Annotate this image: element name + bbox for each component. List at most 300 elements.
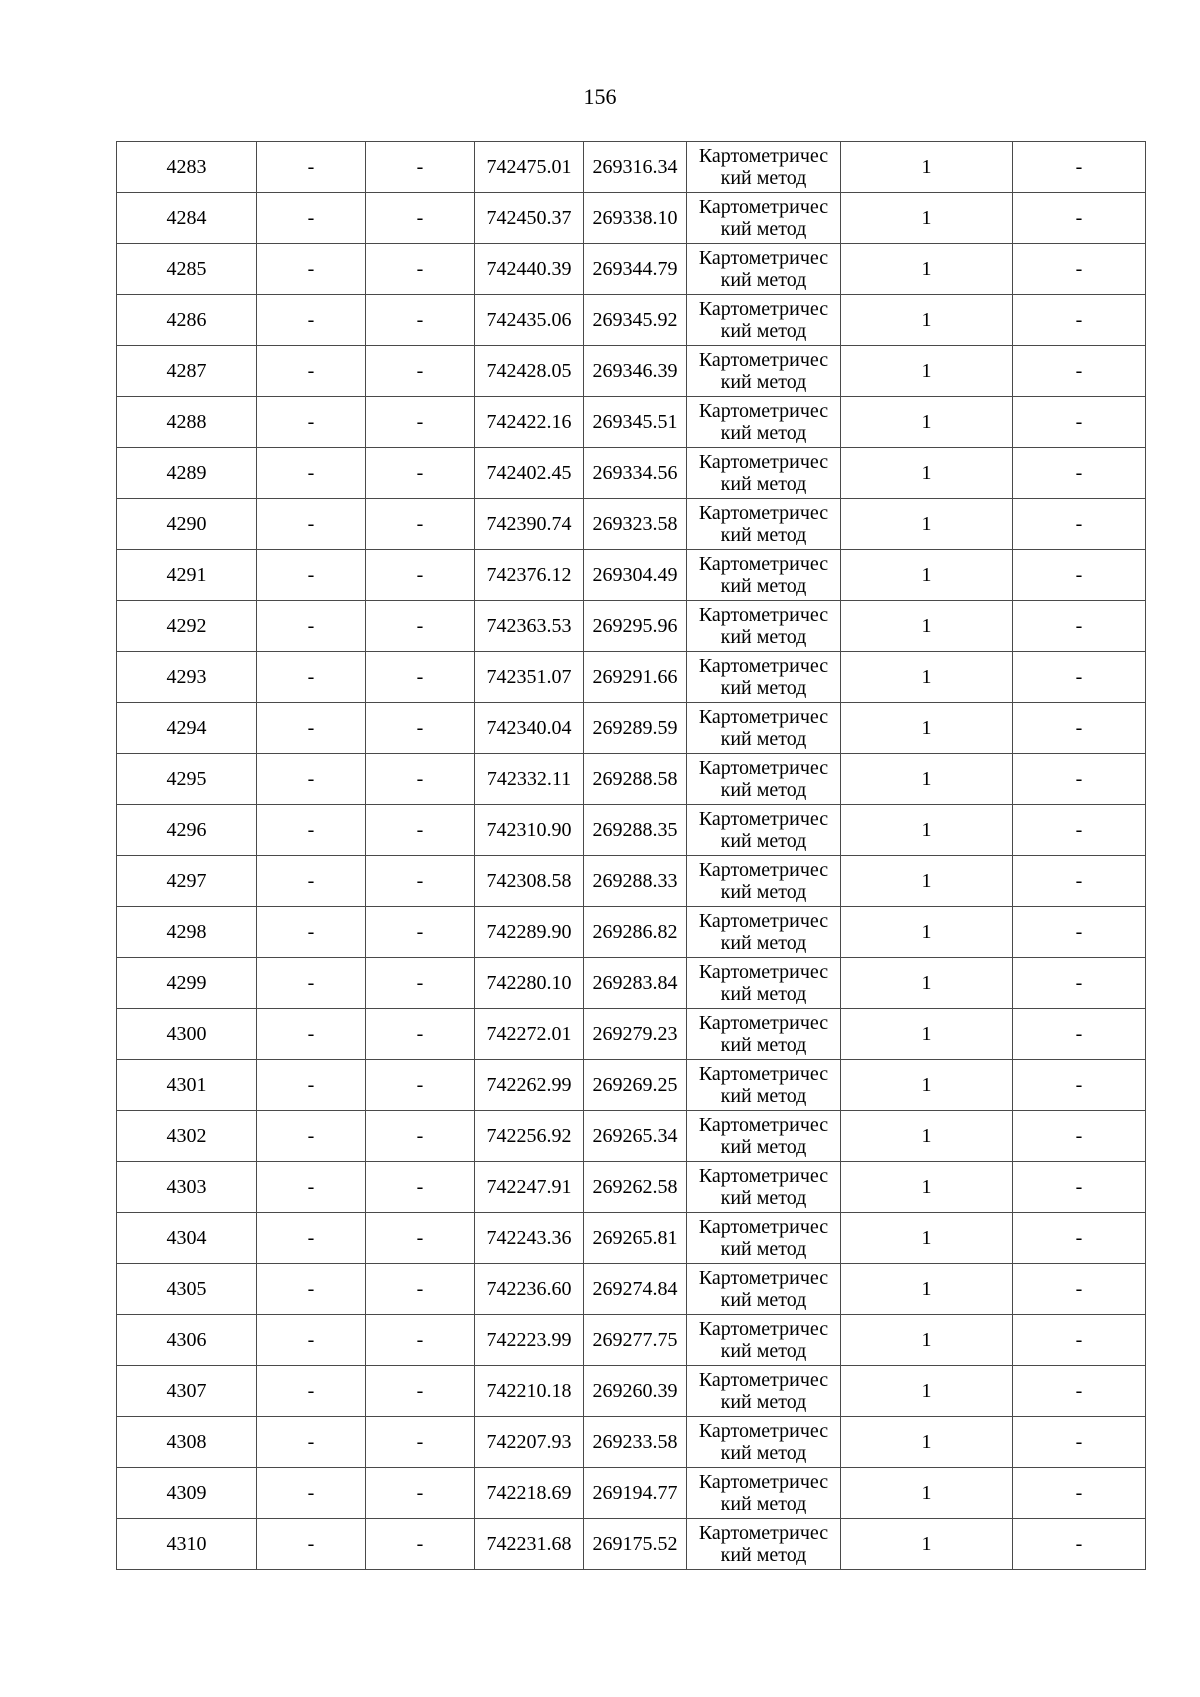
method-text-line2: кий метод [720, 371, 807, 393]
note-cell: - [1013, 1315, 1146, 1366]
method-text-line1: Картометричес [698, 1318, 829, 1340]
method-cell [687, 142, 841, 193]
method-cell [687, 448, 841, 499]
y-coordinate-cell: 269345.92 [584, 295, 687, 346]
accuracy-cell: 1 [841, 397, 1013, 448]
method-text-line2: кий метод [720, 1187, 807, 1209]
point-number-cell: 4292 [117, 601, 257, 652]
x-coordinate-cell: 742351.07 [475, 652, 584, 703]
accuracy-cell: 1 [841, 1417, 1013, 1468]
method-text-line1: Картометричес [698, 1012, 829, 1034]
x-coordinate-cell: 742210.18 [475, 1366, 584, 1417]
point-number-cell: 4306 [117, 1315, 257, 1366]
dash-cell: - [257, 244, 366, 295]
x-coordinate-cell: 742475.01 [475, 142, 584, 193]
note-cell: - [1013, 244, 1146, 295]
dash-cell: - [257, 652, 366, 703]
x-coordinate-cell: 742272.01 [475, 1009, 584, 1060]
point-number-cell: 4291 [117, 550, 257, 601]
x-coordinate-cell: 742440.39 [475, 244, 584, 295]
method-text-line1: Картометричес [698, 706, 829, 728]
method-text-line1: Картометричес [698, 1369, 829, 1391]
method-text-line2: кий метод [720, 677, 807, 699]
table-row [117, 295, 1146, 346]
dash-cell: - [366, 601, 475, 652]
y-coordinate-cell: 269304.49 [584, 550, 687, 601]
method-text-line2: кий метод [720, 626, 807, 648]
note-cell: - [1013, 1417, 1146, 1468]
method-text-line2: кий метод [720, 1391, 807, 1413]
method-text-line1: Картометричес [698, 655, 829, 677]
table-row [117, 1264, 1146, 1315]
dash-cell: - [257, 499, 366, 550]
note-cell: - [1013, 448, 1146, 499]
y-coordinate-cell: 269283.84 [584, 958, 687, 1009]
dash-cell: - [366, 142, 475, 193]
point-number-cell: 4309 [117, 1468, 257, 1519]
page-number: 156 [583, 84, 617, 109]
method-text-line2: кий метод [720, 473, 807, 495]
method-text-line2: кий метод [720, 932, 807, 954]
method-text-line2: кий метод [720, 1034, 807, 1056]
table-row [117, 1213, 1146, 1264]
method-text-line1: Картометричес [698, 1114, 829, 1136]
x-coordinate-cell: 742450.37 [475, 193, 584, 244]
dash-cell: - [257, 805, 366, 856]
dash-cell: - [257, 1366, 366, 1417]
x-coordinate-cell: 742402.45 [475, 448, 584, 499]
y-coordinate-cell: 269233.58 [584, 1417, 687, 1468]
y-coordinate-cell: 269279.23 [584, 1009, 687, 1060]
method-text-line2: кий метод [720, 728, 807, 750]
method-text-line1: Картометричес [698, 298, 829, 320]
table-row [117, 754, 1146, 805]
note-cell: - [1013, 550, 1146, 601]
dash-cell: - [257, 754, 366, 805]
point-number-cell: 4301 [117, 1060, 257, 1111]
method-cell [687, 1468, 841, 1519]
point-number-cell: 4295 [117, 754, 257, 805]
dash-cell: - [366, 652, 475, 703]
accuracy-cell: 1 [841, 1060, 1013, 1111]
note-cell: - [1013, 907, 1146, 958]
dash-cell: - [366, 1009, 475, 1060]
y-coordinate-cell: 269175.52 [584, 1519, 687, 1570]
y-coordinate-cell: 269269.25 [584, 1060, 687, 1111]
point-number-cell: 4304 [117, 1213, 257, 1264]
method-cell [687, 703, 841, 754]
table-row [117, 805, 1146, 856]
note-cell: - [1013, 1264, 1146, 1315]
note-cell: - [1013, 499, 1146, 550]
accuracy-cell: 1 [841, 703, 1013, 754]
dash-cell: - [366, 499, 475, 550]
method-cell [687, 346, 841, 397]
method-text-line1: Картометричес [698, 349, 829, 371]
method-text-line2: кий метод [720, 983, 807, 1005]
dash-cell: - [257, 907, 366, 958]
method-text-line2: кий метод [720, 779, 807, 801]
accuracy-cell: 1 [841, 1468, 1013, 1519]
note-cell: - [1013, 1009, 1146, 1060]
accuracy-cell: 1 [841, 550, 1013, 601]
y-coordinate-cell: 269274.84 [584, 1264, 687, 1315]
table-row [117, 1162, 1146, 1213]
dash-cell: - [366, 448, 475, 499]
accuracy-cell: 1 [841, 1162, 1013, 1213]
note-cell: - [1013, 1519, 1146, 1570]
dash-cell: - [257, 1519, 366, 1570]
dash-cell: - [257, 1060, 366, 1111]
y-coordinate-cell: 269344.79 [584, 244, 687, 295]
y-coordinate-cell: 269334.56 [584, 448, 687, 499]
dash-cell: - [366, 754, 475, 805]
x-coordinate-cell: 742262.99 [475, 1060, 584, 1111]
dash-cell: - [257, 142, 366, 193]
point-number-cell: 4303 [117, 1162, 257, 1213]
accuracy-cell: 1 [841, 142, 1013, 193]
method-text-line2: кий метод [720, 830, 807, 852]
note-cell: - [1013, 346, 1146, 397]
method-cell [687, 1519, 841, 1570]
point-number-cell: 4307 [117, 1366, 257, 1417]
point-number-cell: 4286 [117, 295, 257, 346]
dash-cell: - [366, 1468, 475, 1519]
table-row [117, 193, 1146, 244]
method-cell [687, 652, 841, 703]
method-text-line1: Картометричес [698, 1165, 829, 1187]
point-number-cell: 4289 [117, 448, 257, 499]
dash-cell: - [257, 1111, 366, 1162]
dash-cell: - [257, 346, 366, 397]
x-coordinate-cell: 742247.91 [475, 1162, 584, 1213]
method-text-line1: Картометричес [698, 1267, 829, 1289]
x-coordinate-cell: 742289.90 [475, 907, 584, 958]
method-cell [687, 1162, 841, 1213]
table-row [117, 397, 1146, 448]
method-text-line2: кий метод [720, 320, 807, 342]
y-coordinate-cell: 269260.39 [584, 1366, 687, 1417]
point-number-cell: 4294 [117, 703, 257, 754]
method-text-line2: кий метод [720, 1340, 807, 1362]
y-coordinate-cell: 269288.35 [584, 805, 687, 856]
y-coordinate-cell: 269194.77 [584, 1468, 687, 1519]
y-coordinate-cell: 269286.82 [584, 907, 687, 958]
table-row [117, 601, 1146, 652]
dash-cell: - [257, 193, 366, 244]
accuracy-cell: 1 [841, 907, 1013, 958]
x-coordinate-cell: 742428.05 [475, 346, 584, 397]
dash-cell: - [257, 1417, 366, 1468]
note-cell: - [1013, 1111, 1146, 1162]
table-row [117, 1366, 1146, 1417]
point-number-cell: 4284 [117, 193, 257, 244]
dash-cell: - [366, 550, 475, 601]
dash-cell: - [257, 1264, 366, 1315]
accuracy-cell: 1 [841, 244, 1013, 295]
method-cell [687, 193, 841, 244]
method-text-line1: Картометричес [698, 1216, 829, 1238]
method-cell [687, 754, 841, 805]
method-text-line2: кий метод [720, 881, 807, 903]
dash-cell: - [366, 1111, 475, 1162]
note-cell: - [1013, 601, 1146, 652]
coordinates-table [116, 141, 1146, 1570]
table-row [117, 1315, 1146, 1366]
method-text-line2: кий метод [720, 1289, 807, 1311]
table-row [117, 142, 1146, 193]
dash-cell: - [366, 1060, 475, 1111]
method-cell [687, 295, 841, 346]
table-row [117, 856, 1146, 907]
dash-cell: - [257, 856, 366, 907]
method-text-line1: Картометричес [698, 1471, 829, 1493]
note-cell: - [1013, 805, 1146, 856]
accuracy-cell: 1 [841, 1315, 1013, 1366]
method-text-line1: Картометричес [698, 553, 829, 575]
table-row [117, 1009, 1146, 1060]
method-text-line2: кий метод [720, 422, 807, 444]
dash-cell: - [366, 1162, 475, 1213]
method-text-line1: Картометричес [698, 910, 829, 932]
method-text-line2: кий метод [720, 269, 807, 291]
accuracy-cell: 1 [841, 1213, 1013, 1264]
table-row [117, 907, 1146, 958]
method-text-line1: Картометричес [698, 604, 829, 626]
method-cell [687, 1417, 841, 1468]
dash-cell: - [257, 703, 366, 754]
dash-cell: - [366, 1519, 475, 1570]
method-cell [687, 499, 841, 550]
table-row [117, 1468, 1146, 1519]
point-number-cell: 4305 [117, 1264, 257, 1315]
method-cell [687, 1060, 841, 1111]
y-coordinate-cell: 269265.34 [584, 1111, 687, 1162]
dash-cell: - [366, 346, 475, 397]
x-coordinate-cell: 742243.36 [475, 1213, 584, 1264]
dash-cell: - [257, 601, 366, 652]
y-coordinate-cell: 269277.75 [584, 1315, 687, 1366]
method-cell [687, 601, 841, 652]
point-number-cell: 4302 [117, 1111, 257, 1162]
y-coordinate-cell: 269288.58 [584, 754, 687, 805]
method-text-line2: кий метод [720, 575, 807, 597]
accuracy-cell: 1 [841, 601, 1013, 652]
point-number-cell: 4287 [117, 346, 257, 397]
accuracy-cell: 1 [841, 346, 1013, 397]
method-cell [687, 1111, 841, 1162]
dash-cell: - [366, 958, 475, 1009]
dash-cell: - [366, 193, 475, 244]
accuracy-cell: 1 [841, 295, 1013, 346]
dash-cell: - [257, 295, 366, 346]
method-text-line1: Картометричес [698, 808, 829, 830]
table-row [117, 1417, 1146, 1468]
method-cell [687, 244, 841, 295]
x-coordinate-cell: 742218.69 [475, 1468, 584, 1519]
method-cell [687, 550, 841, 601]
point-number-cell: 4293 [117, 652, 257, 703]
note-cell: - [1013, 856, 1146, 907]
accuracy-cell: 1 [841, 958, 1013, 1009]
method-cell [687, 1264, 841, 1315]
method-text-line2: кий метод [720, 1136, 807, 1158]
note-cell: - [1013, 652, 1146, 703]
accuracy-cell: 1 [841, 1264, 1013, 1315]
dash-cell: - [257, 1162, 366, 1213]
table-row [117, 448, 1146, 499]
method-text-line1: Картометричес [698, 1063, 829, 1085]
method-text-line1: Картометричес [698, 400, 829, 422]
x-coordinate-cell: 742435.06 [475, 295, 584, 346]
note-cell: - [1013, 295, 1146, 346]
table-row [117, 1519, 1146, 1570]
y-coordinate-cell: 269291.66 [584, 652, 687, 703]
y-coordinate-cell: 269288.33 [584, 856, 687, 907]
table-row [117, 346, 1146, 397]
method-text-line1: Картометричес [698, 859, 829, 881]
method-text-line2: кий метод [720, 1085, 807, 1107]
note-cell: - [1013, 397, 1146, 448]
dash-cell: - [257, 1213, 366, 1264]
x-coordinate-cell: 742422.16 [475, 397, 584, 448]
note-cell: - [1013, 1060, 1146, 1111]
dash-cell: - [366, 907, 475, 958]
accuracy-cell: 1 [841, 1519, 1013, 1570]
dash-cell: - [257, 1315, 366, 1366]
note-cell: - [1013, 1213, 1146, 1264]
method-text-line2: кий метод [720, 167, 807, 189]
table-body [117, 142, 1146, 1570]
dash-cell: - [366, 703, 475, 754]
x-coordinate-cell: 742332.11 [475, 754, 584, 805]
dash-cell: - [257, 448, 366, 499]
table-row [117, 499, 1146, 550]
x-coordinate-cell: 742376.12 [475, 550, 584, 601]
point-number-cell: 4283 [117, 142, 257, 193]
y-coordinate-cell: 269316.34 [584, 142, 687, 193]
method-text-line1: Картометричес [698, 757, 829, 779]
note-cell: - [1013, 754, 1146, 805]
method-cell [687, 1213, 841, 1264]
method-text-line1: Картометричес [698, 145, 829, 167]
method-cell [687, 1009, 841, 1060]
y-coordinate-cell: 269345.51 [584, 397, 687, 448]
method-cell [687, 1315, 841, 1366]
x-coordinate-cell: 742363.53 [475, 601, 584, 652]
accuracy-cell: 1 [841, 754, 1013, 805]
dash-cell: - [366, 244, 475, 295]
method-cell [687, 907, 841, 958]
table-row [117, 958, 1146, 1009]
point-number-cell: 4310 [117, 1519, 257, 1570]
method-text-line1: Картометричес [698, 502, 829, 524]
dash-cell: - [366, 397, 475, 448]
point-number-cell: 4299 [117, 958, 257, 1009]
dash-cell: - [366, 856, 475, 907]
note-cell: - [1013, 958, 1146, 1009]
point-number-cell: 4290 [117, 499, 257, 550]
method-cell [687, 856, 841, 907]
method-text-line1: Картометричес [698, 1522, 829, 1544]
note-cell: - [1013, 142, 1146, 193]
point-number-cell: 4285 [117, 244, 257, 295]
method-cell [687, 397, 841, 448]
accuracy-cell: 1 [841, 652, 1013, 703]
dash-cell: - [366, 1315, 475, 1366]
x-coordinate-cell: 742310.90 [475, 805, 584, 856]
table-row [117, 652, 1146, 703]
dash-cell: - [366, 805, 475, 856]
method-cell [687, 1366, 841, 1417]
dash-cell: - [366, 295, 475, 346]
x-coordinate-cell: 742236.60 [475, 1264, 584, 1315]
dash-cell: - [366, 1366, 475, 1417]
x-coordinate-cell: 742207.93 [475, 1417, 584, 1468]
x-coordinate-cell: 742223.99 [475, 1315, 584, 1366]
y-coordinate-cell: 269295.96 [584, 601, 687, 652]
method-text-line1: Картометричес [698, 961, 829, 983]
x-coordinate-cell: 742256.92 [475, 1111, 584, 1162]
accuracy-cell: 1 [841, 1009, 1013, 1060]
y-coordinate-cell: 269289.59 [584, 703, 687, 754]
method-text-line2: кий метод [720, 1238, 807, 1260]
accuracy-cell: 1 [841, 856, 1013, 907]
method-cell [687, 958, 841, 1009]
method-text-line1: Картометричес [698, 1420, 829, 1442]
accuracy-cell: 1 [841, 499, 1013, 550]
dash-cell: - [257, 550, 366, 601]
note-cell: - [1013, 193, 1146, 244]
dash-cell: - [257, 958, 366, 1009]
point-number-cell: 4308 [117, 1417, 257, 1468]
note-cell: - [1013, 1162, 1146, 1213]
accuracy-cell: 1 [841, 1366, 1013, 1417]
method-text-line2: кий метод [720, 1544, 807, 1566]
table-row [117, 244, 1146, 295]
y-coordinate-cell: 269262.58 [584, 1162, 687, 1213]
table-row [117, 1060, 1146, 1111]
method-text-line2: кий метод [720, 218, 807, 240]
method-text-line2: кий метод [720, 524, 807, 546]
point-number-cell: 4296 [117, 805, 257, 856]
point-number-cell: 4300 [117, 1009, 257, 1060]
y-coordinate-cell: 269338.10 [584, 193, 687, 244]
x-coordinate-cell: 742308.58 [475, 856, 584, 907]
method-text-line1: Картометричес [698, 451, 829, 473]
accuracy-cell: 1 [841, 448, 1013, 499]
method-cell [687, 805, 841, 856]
table-row [117, 550, 1146, 601]
y-coordinate-cell: 269265.81 [584, 1213, 687, 1264]
method-text-line1: Картометричес [698, 196, 829, 218]
y-coordinate-cell: 269323.58 [584, 499, 687, 550]
dash-cell: - [257, 1009, 366, 1060]
accuracy-cell: 1 [841, 1111, 1013, 1162]
note-cell: - [1013, 703, 1146, 754]
x-coordinate-cell: 742231.68 [475, 1519, 584, 1570]
point-number-cell: 4298 [117, 907, 257, 958]
table-row [117, 703, 1146, 754]
dash-cell: - [366, 1213, 475, 1264]
accuracy-cell: 1 [841, 805, 1013, 856]
x-coordinate-cell: 742390.74 [475, 499, 584, 550]
method-text-line2: кий метод [720, 1442, 807, 1464]
note-cell: - [1013, 1366, 1146, 1417]
accuracy-cell: 1 [841, 193, 1013, 244]
dash-cell: - [366, 1417, 475, 1468]
point-number-cell: 4288 [117, 397, 257, 448]
